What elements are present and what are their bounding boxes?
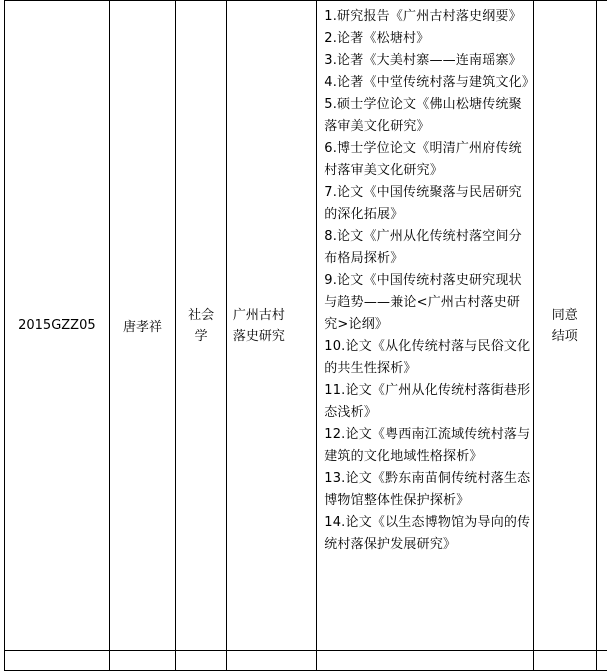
- result-item: 2.论著《松塘村》: [324, 28, 532, 50]
- project-id-cell: [5, 1, 110, 651]
- result-item: 3.论著《大美村寨——连南瑶寨》: [324, 50, 532, 72]
- person-name: 唐孝祥: [123, 320, 162, 335]
- next-row-cell: [533, 651, 597, 671]
- result-item: 10.论文《从化传统村落与民俗文化的共生性探析》: [324, 336, 532, 380]
- topic-line-2: 落史研究: [233, 326, 316, 347]
- category-cell: [176, 1, 227, 651]
- category-line-1: 社会: [176, 305, 226, 326]
- results-cell: [317, 1, 533, 651]
- result-item: 5.硕士学位论文《佛山松塘传统聚落审美文化研究》: [324, 94, 532, 138]
- opinion-cell: [533, 1, 597, 651]
- table-row-next: [5, 651, 607, 671]
- result-item: 13.论文《黔东南苗侗传统村落生态博物馆整体性保护探析》: [324, 468, 532, 512]
- result-item: 12.论文《粤西南江流域传统村落与建筑的文化地域性格探析》: [324, 424, 532, 468]
- next-row-cell: [317, 651, 533, 671]
- opinion-line-2: 结项: [534, 326, 597, 347]
- result-item: 14.论文《以生态博物馆为导向的传统村落保护发展研究》: [324, 512, 532, 556]
- result-item: 9.论文《中国传统村落史研究现状与趋势——兼论<广州古村落史研究>论纲》: [324, 270, 532, 336]
- topic-line-1: 广州古村: [233, 305, 316, 326]
- project-id: 2015GZZ05: [18, 318, 96, 333]
- next-row-cell: [176, 651, 227, 671]
- next-row-cell: [109, 651, 176, 671]
- table-row: [5, 1, 607, 651]
- result-item: 7.论文《中国传统聚落与民居研究的深化拓展》: [324, 182, 532, 226]
- next-row-cell: [597, 651, 607, 671]
- result-item: 8.论文《广州从化传统村落空间分布格局探析》: [324, 226, 532, 270]
- results-table: [4, 0, 607, 671]
- category-line-2: 学: [176, 326, 226, 347]
- next-row-cell: [5, 651, 110, 671]
- result-item: 11.论文《广州从化传统村落街巷形态浅析》: [324, 380, 532, 424]
- trailing-cell: [597, 1, 607, 651]
- next-row-cell: [226, 651, 316, 671]
- result-item: 4.论著《中堂传统村落与建筑文化》: [324, 72, 532, 94]
- result-item: 6.博士学位论文《明清广州府传统村落审美文化研究》: [324, 138, 532, 182]
- topic-cell: [226, 1, 316, 651]
- opinion-line-1: 同意: [534, 305, 597, 326]
- name-cell: [109, 1, 176, 651]
- result-item: 1.研究报告《广州古村落史纲要》: [324, 6, 532, 28]
